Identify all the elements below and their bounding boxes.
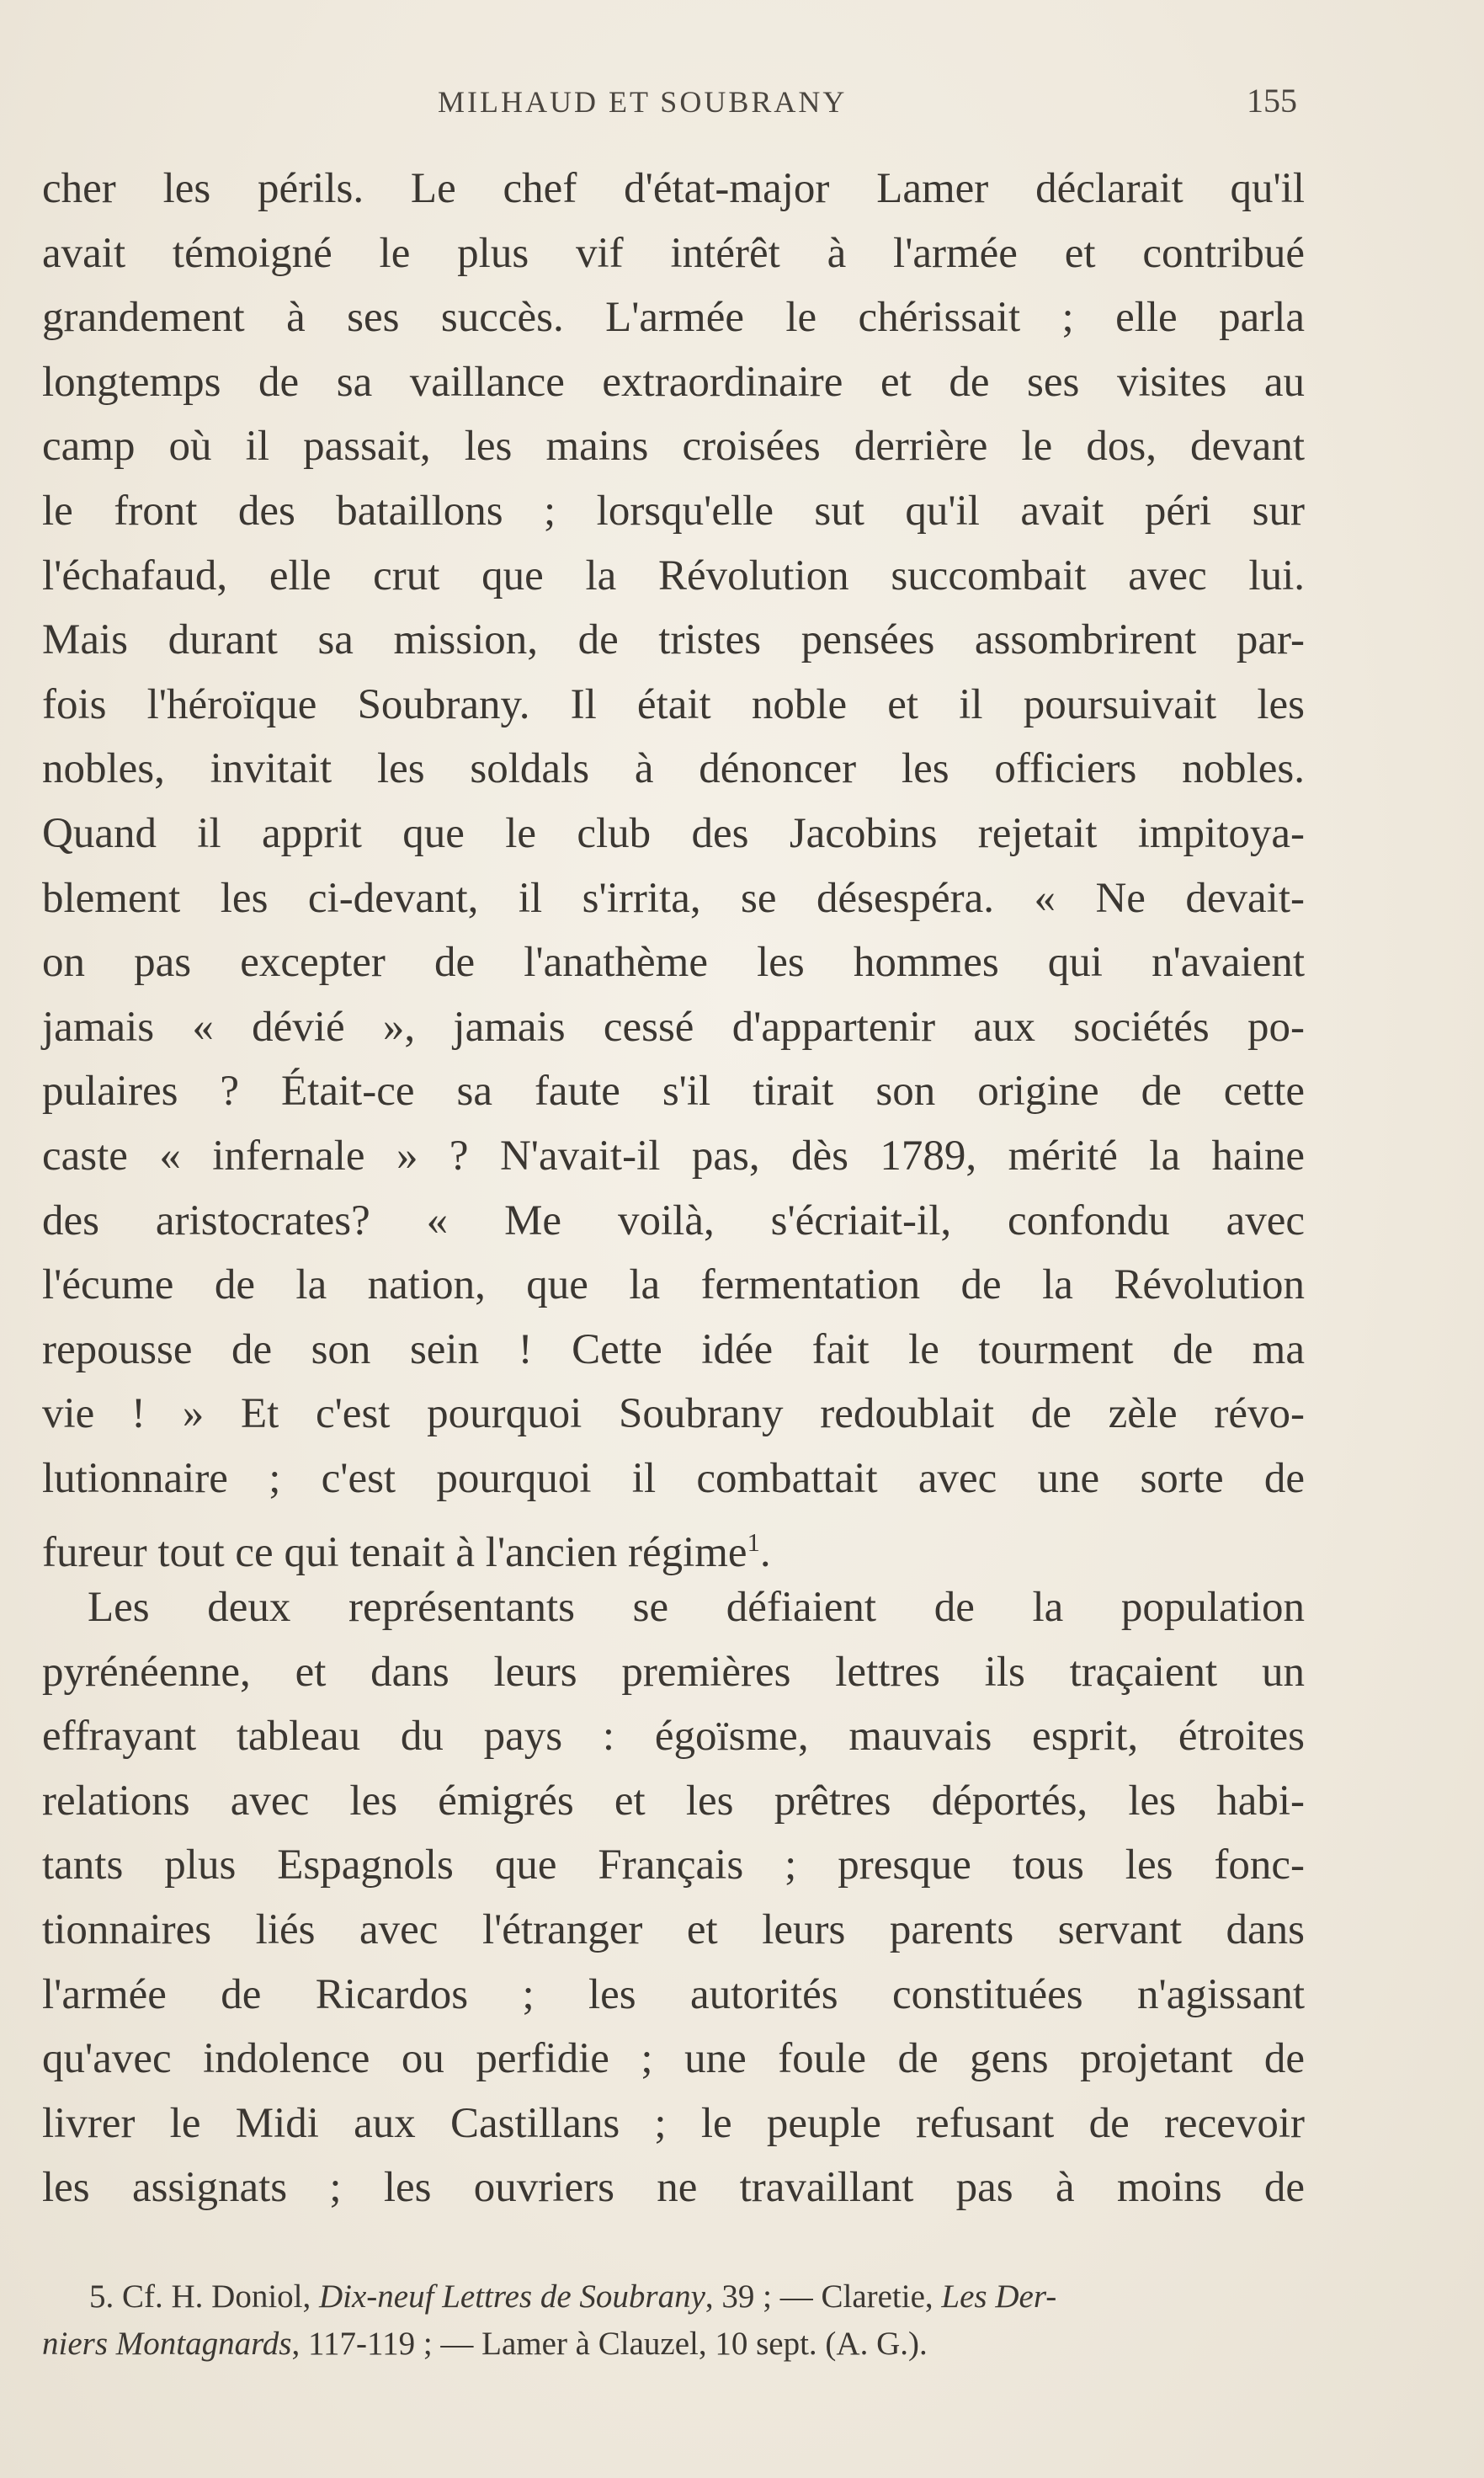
text-line: pyrénéenne, et dans leurs premières lettres ils traçaient un xyxy=(42,1648,1305,1696)
text-line-paragraph-end: fureur tout ce qui tenait à l'ancien régime$^1$. xyxy=(42,1528,771,1577)
text-line: l'échafaud, elle crut que la Révolution succombait avec lui. xyxy=(42,552,1305,600)
text-line: longtemps de sa vaillance extraordinaire et de ses visites au xyxy=(42,358,1305,406)
text-line: des aristocrates? « Me voilà, s'écriait-il, confondu avec xyxy=(42,1196,1305,1244)
footnote-reference: 1 xyxy=(747,1528,760,1558)
text-line: fois l'héroïque Soubrany. Il était noble et il poursuivait les xyxy=(42,680,1305,728)
text-line: on pas excepter de l'anathème les hommes qui n'avaient xyxy=(42,939,1305,987)
text-line: pulaires ? Était-ce sa faute s'il tirait son origine de cette xyxy=(42,1068,1305,1116)
running-title: MILHAUD ET SOUBRANY xyxy=(438,85,848,119)
text-line: jamais « dévié », jamais cessé d'appartenir aux sociétés po- xyxy=(42,1003,1305,1051)
text-line: avait témoigné le plus vif intérêt à l'armée et contribué xyxy=(42,229,1305,277)
text-line: relations avec les émigrés et les prêtres déportés, les habi- xyxy=(42,1777,1305,1825)
text-line: l'écume de la nation, que la fermentation de la Révolution xyxy=(42,1261,1305,1309)
text-line: effrayant tableau du pays : égoïsme, mauvais esprit, étroites xyxy=(42,1713,1305,1761)
text-line-content: fureur tout ce qui tenait à l'ancien régime xyxy=(42,1529,747,1577)
text-line: les assignats ; les ouvriers ne travaillant pas à moins de xyxy=(42,2164,1305,2212)
body-text xyxy=(42,157,1305,2220)
text-line: vie ! » Et c'est pourquoi Soubrany redoublait de zèle révo- xyxy=(42,1390,1305,1438)
text-line: lutionnaire ; c'est pourquoi il combattait avec une sorte de xyxy=(42,1454,1305,1502)
text-line: caste « infernale » ? N'avait-il pas, dès 1789, mérité la haine xyxy=(42,1132,1305,1180)
text-line: Les deux représentants se défiaient de la population xyxy=(88,1584,1305,1632)
text-line: livrer le Midi aux Castillans ; le peuple refusant de recevoir xyxy=(42,2099,1305,2147)
text-line: Quand il apprit que le club des Jacobins rejetait impitoya- xyxy=(42,809,1305,857)
footnote-title: niers Montagnards xyxy=(42,2326,292,2362)
text-line: cher les périls. Le chef d'état-major Lamer déclarait qu'il xyxy=(42,165,1305,212)
footnote-title: Dix-neuf Lettres de Soubrany xyxy=(319,2278,705,2315)
text-line: tionnaires liés avec l'étranger et leurs parents servant dans xyxy=(42,1906,1305,1954)
text-line: le front des bataillons ; lorsqu'elle sut qu'il avait péri sur xyxy=(42,487,1305,535)
text-line: Mais durant sa mission, de tristes pensées assombrirent par- xyxy=(42,616,1305,664)
page-number: 155 xyxy=(1247,82,1297,120)
footnote-title: Les Der- xyxy=(941,2278,1057,2315)
footnote-line: niers Montagnards, 117-119 ; — Lamer à Clauzel, 10 sept. (A. G.). xyxy=(42,2326,928,2362)
text-line: camp où il passait, les mains croisées derrière le dos, devant xyxy=(42,423,1305,471)
text-line: qu'avec indolence ou perfidie ; une foule de gens projetant de xyxy=(42,2035,1305,2083)
text-line: l'armée de Ricardos ; les autorités constituées n'agissant xyxy=(42,1970,1305,2018)
text-line: nobles, invitait les soldals à dénoncer les officiers nobles. xyxy=(42,745,1305,793)
footnote-line: 5. Cf. H. Doniol, Dix-neuf Lettres de Soubrany, 39 ; — Claretie, Les Der- xyxy=(89,2278,1057,2315)
footnote xyxy=(42,2273,1305,2368)
text-line: grandement à ses succès. L'armée le chérissait ; elle parla xyxy=(42,294,1305,342)
text-line: tants plus Espagnols que Français ; presque tous les fonc- xyxy=(42,1841,1305,1889)
footnote-marker: 5. xyxy=(89,2278,114,2315)
text-line: blement les ci-devant, il s'irrita, se désespéra. « Ne devait- xyxy=(42,874,1305,922)
text-line: repousse de son sein ! Cette idée fait le tourment de ma xyxy=(42,1325,1305,1373)
